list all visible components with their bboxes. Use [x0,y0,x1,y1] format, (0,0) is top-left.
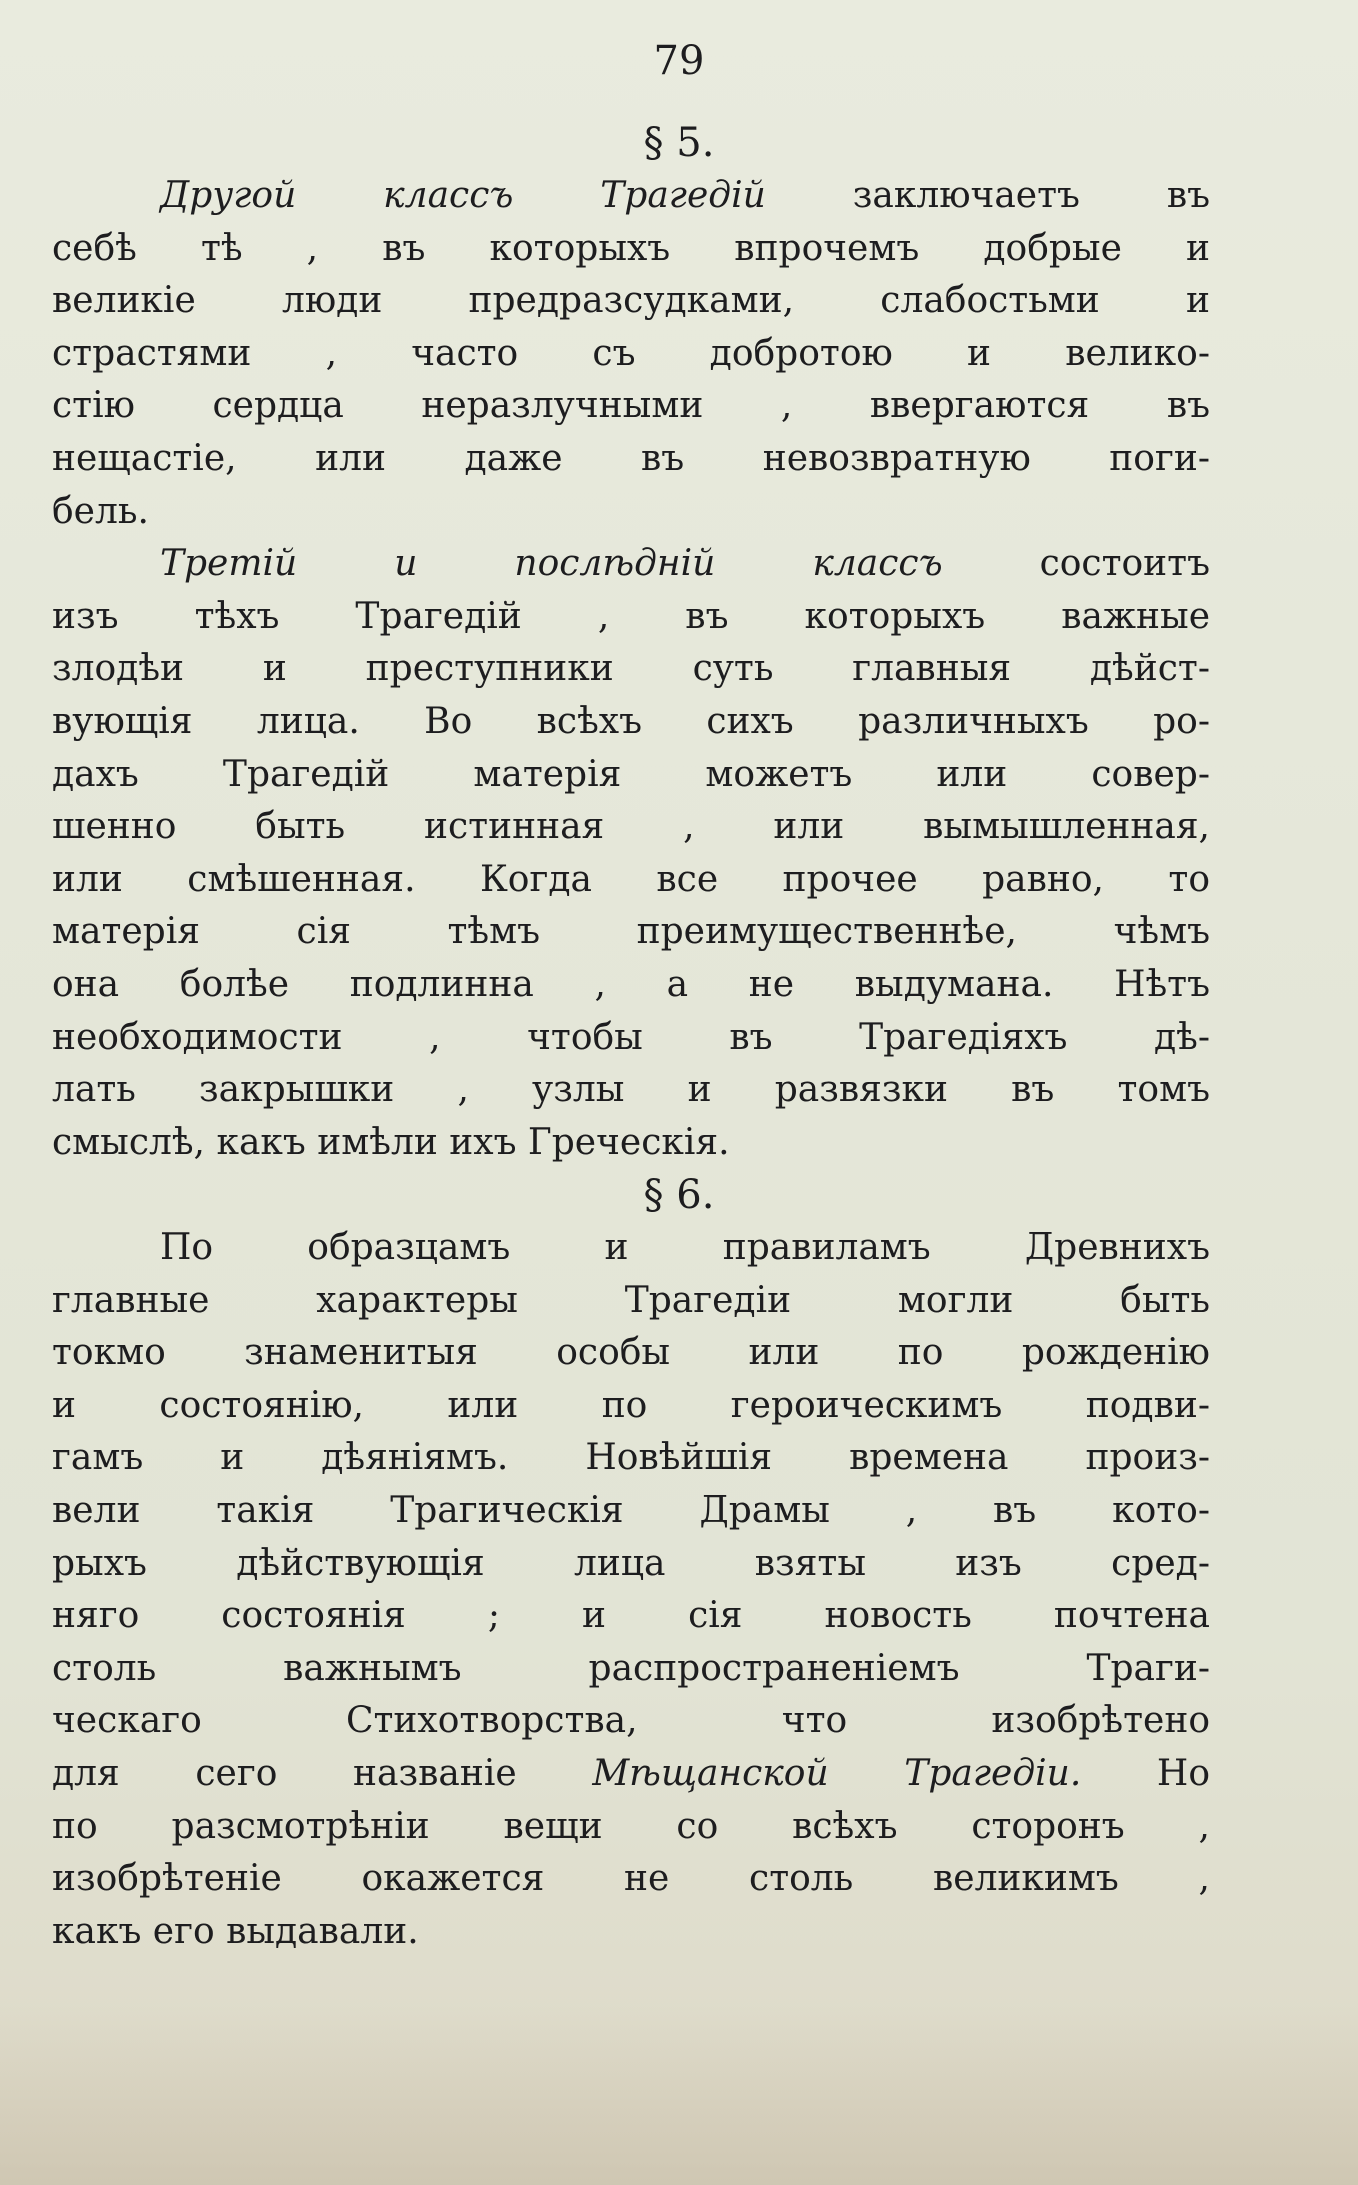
text-run: изъ тѣхъ Трагедій , въ которыхъ важные [52,595,1210,637]
text-line [52,1275,1210,1328]
italic-phrase: Мѣщанской Трагедіи. [592,1752,1082,1794]
text-run: главные характеры Трагедіи могли быть [52,1279,1210,1321]
text-line [52,801,1210,854]
text-line [52,959,1210,1012]
text-line [52,328,1210,381]
text-run: необходимости , чтобы въ Трагедіяхъ дѣ- [52,1016,1210,1058]
text-run: нещастіе, или даже въ невозвратную поги- [52,437,1210,479]
text-run: для сего названіе [52,1752,593,1794]
text-run: она болѣе подлинна , а не выдумана. Нѣтъ [52,963,1210,1005]
text-run: великіе люди предразсудками, слабостьми и [52,280,1210,322]
text-run: бель. [52,490,149,532]
text-line [52,433,1210,486]
text-line [52,643,1210,696]
text-line [52,275,1210,328]
text-run: По образцамъ и правиламъ Древнихъ [160,1227,1210,1268]
text-line [52,1695,1210,1748]
text-run: рыхъ дѣйствующія лица взяты изъ сред- [52,1542,1210,1584]
italic-phrase: Другой классъ Трагедій [160,175,766,216]
text-line [52,591,1210,644]
text-run: гамъ и дѣяніямъ. Новѣйшія времена произ- [52,1437,1210,1479]
text-line [52,486,1210,539]
text-line [52,1538,1210,1591]
text-run: вели такія Трагическія Драмы , въ кото- [52,1489,1210,1531]
text-run: матерія сія тѣмъ преимущественнѣе, чѣмъ [52,911,1210,953]
text-run: Но [1081,1752,1210,1794]
text-line [52,1748,1210,1801]
text-line [52,380,1210,433]
text-line [52,1643,1210,1696]
text-line [52,1380,1210,1433]
text-run: и состоянію, или по героическимъ подви- [52,1384,1210,1426]
section-heading-5: § 5. [643,120,715,166]
text-line [52,696,1210,749]
text-line [52,1012,1210,1065]
text-run: смыслѣ, какъ имѣли ихъ Греческія. [52,1121,730,1163]
text-line [52,906,1210,959]
text-run: состоитъ [942,543,1210,585]
text-run: изобрѣтеніе окажется не столь великимъ , [52,1858,1210,1900]
text-run: или смѣшенная. Когда все прочее равно, то [52,858,1210,900]
text-run: вующія лица. Во всѣхъ сихъ различныхъ ро- [52,700,1210,742]
text-line [52,1485,1210,1538]
text-line [52,1327,1210,1380]
text-run: дахъ Трагедій матерія можетъ или совер- [52,753,1210,795]
text-run: себѣ тѣ , въ которыхъ впрочемъ добрые и [52,227,1210,269]
italic-phrase: Третій и послѣдній классъ [160,543,943,585]
section-5-text [52,170,1210,1169]
section-6-text [52,1222,1210,1958]
page-number: 79 [653,38,705,84]
text-line [52,1801,1210,1854]
text-line [52,170,1210,223]
text-run: ческаго Стихотворства, что изобрѣтено [52,1700,1210,1742]
section-heading-6: § 6. [643,1172,715,1218]
text-line [52,1590,1210,1643]
text-run: по разсмотрѣніи вещи со всѣхъ сторонъ , [52,1805,1210,1847]
text-line [52,1064,1210,1117]
text-line [52,1117,1210,1170]
text-line [52,1853,1210,1906]
text-run: страстями , часто съ добротою и велико- [52,332,1210,374]
text-line [52,1432,1210,1485]
paper-shading [0,2005,1358,2185]
text-run: стію сердца неразлучными , ввергаются въ [52,385,1210,427]
text-run: токмо знаменитыя особы или по рожденію [52,1332,1210,1374]
text-run: заключаетъ въ [765,175,1210,216]
text-run: какъ его выдавали. [52,1910,419,1952]
text-run: шенно быть истинная , или вымышленная, [52,806,1210,848]
text-line [52,749,1210,802]
text-line [52,223,1210,276]
text-run: столь важнымъ распространеніемъ Траги- [52,1647,1210,1689]
text-line [52,538,1210,591]
text-line [52,854,1210,907]
text-run: няго состоянія ; и сія новость почтена [52,1595,1210,1637]
text-line [52,1906,1210,1959]
text-line [52,1222,1210,1275]
text-run: злодѣи и преступники суть главныя дѣйст- [52,648,1210,690]
text-run: лать закрышки , узлы и развязки въ томъ [52,1069,1210,1111]
